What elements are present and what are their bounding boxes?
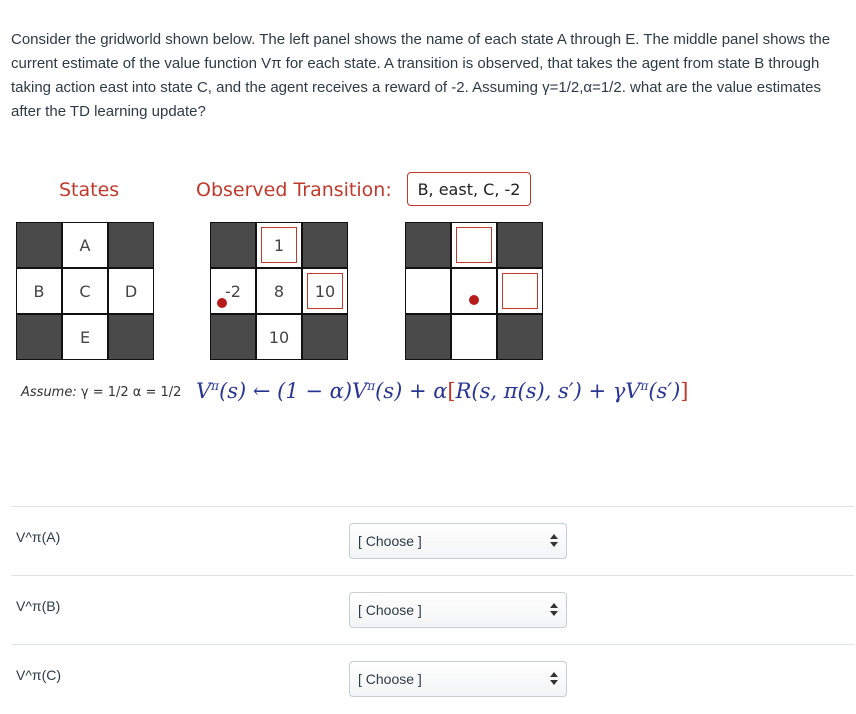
td-update-formula	[196, 379, 689, 403]
value-d: 10	[314, 281, 336, 301]
state-name-c: C	[79, 281, 91, 301]
answer-label-a: V^π(A)	[16, 529, 61, 545]
answer-select-b[interactable]	[349, 592, 567, 628]
grid-cell-wall	[497, 222, 543, 268]
select-arrows-icon	[550, 532, 558, 550]
value-cell-e	[256, 314, 302, 360]
value-cell-b	[210, 268, 256, 314]
result-cell-b	[405, 268, 451, 314]
value-cell-d	[302, 268, 348, 314]
values-grid	[210, 222, 356, 360]
transition-box: B, east, C, -2	[407, 172, 531, 206]
observed-transition-title: Observed Transition:	[196, 179, 392, 201]
state-cell-d	[108, 268, 154, 314]
formula-bracket: ]	[680, 379, 689, 403]
state-cell-b	[16, 268, 62, 314]
grid-cell-wall	[210, 314, 256, 360]
assumptions	[21, 385, 181, 400]
result-cell-a	[451, 222, 497, 268]
result-cell-c	[451, 268, 497, 314]
answer-select-a[interactable]	[349, 523, 567, 559]
grid-cell-wall	[405, 222, 451, 268]
highlight-box	[502, 273, 538, 309]
answer-row-a	[11, 506, 854, 576]
state-name-d: D	[124, 281, 138, 301]
result-cell-e	[451, 314, 497, 360]
formula-part: (s′)	[648, 379, 681, 403]
formula-bracket: [	[447, 379, 456, 403]
answer-select-c[interactable]	[349, 661, 567, 697]
select-value: [ Choose ]	[358, 602, 422, 618]
formula-part: V	[196, 379, 212, 403]
state-cell-c	[62, 268, 108, 314]
grid-cell-wall	[302, 314, 348, 360]
grid-cell-wall	[302, 222, 348, 268]
grid-cell-wall	[108, 222, 154, 268]
result-cell-d	[497, 268, 543, 314]
select-value: [ Choose ]	[358, 533, 422, 549]
formula-part: (s) + α	[375, 379, 448, 403]
formula-part: (s) ← (1 − α)V	[219, 379, 368, 403]
agent-dot	[469, 295, 479, 305]
result-grid	[405, 222, 551, 360]
answer-label-c: V^π(C)	[16, 667, 62, 683]
value-cell-c	[256, 268, 302, 314]
state-cell-a	[62, 222, 108, 268]
question-text: Consider the gridworld shown below. The left panel shows the name of each state A through E. The middle panel shows the current estimate of the value function Vπ for each state. A transition is observed, that takes the agent from state B through taking action east into state C, and the agent receives a reward of -2. Assuming γ=1/2,α=1/2. what are the value estimates after the TD learning update?	[11, 31, 831, 120]
select-arrows-icon	[550, 601, 558, 619]
states-grid	[16, 222, 162, 360]
grid-cell-wall	[108, 314, 154, 360]
state-name-b: B	[33, 281, 45, 301]
formula-sup: π	[640, 379, 649, 393]
formula-part: R(s, π(s), s′) + γV	[455, 379, 641, 403]
states-title: States	[59, 179, 120, 201]
select-arrows-icon	[550, 670, 558, 688]
value-cell-a	[256, 222, 302, 268]
grid-cell-wall	[497, 314, 543, 360]
answer-label-b: V^π(B)	[16, 598, 61, 614]
answer-row-c	[11, 644, 854, 714]
state-name-e: E	[79, 327, 91, 347]
value-c: 8	[273, 281, 285, 301]
state-cell-e	[62, 314, 108, 360]
grid-cell-wall	[210, 222, 256, 268]
formula-sup: π	[211, 379, 220, 393]
assume-label: Assume:	[21, 385, 77, 400]
value-e: 10	[268, 327, 290, 347]
formula-sup: π	[367, 379, 376, 393]
grid-cell-wall	[16, 222, 62, 268]
value-a: 1	[273, 235, 285, 255]
state-name-a: A	[79, 235, 91, 255]
answer-row-b	[11, 575, 854, 645]
grid-cell-wall	[16, 314, 62, 360]
assume-values: γ = 1/2 α = 1/2	[80, 385, 182, 400]
select-value: [ Choose ]	[358, 671, 422, 687]
grid-cell-wall	[405, 314, 451, 360]
highlight-box	[456, 227, 492, 263]
value-b: -2	[225, 281, 241, 301]
